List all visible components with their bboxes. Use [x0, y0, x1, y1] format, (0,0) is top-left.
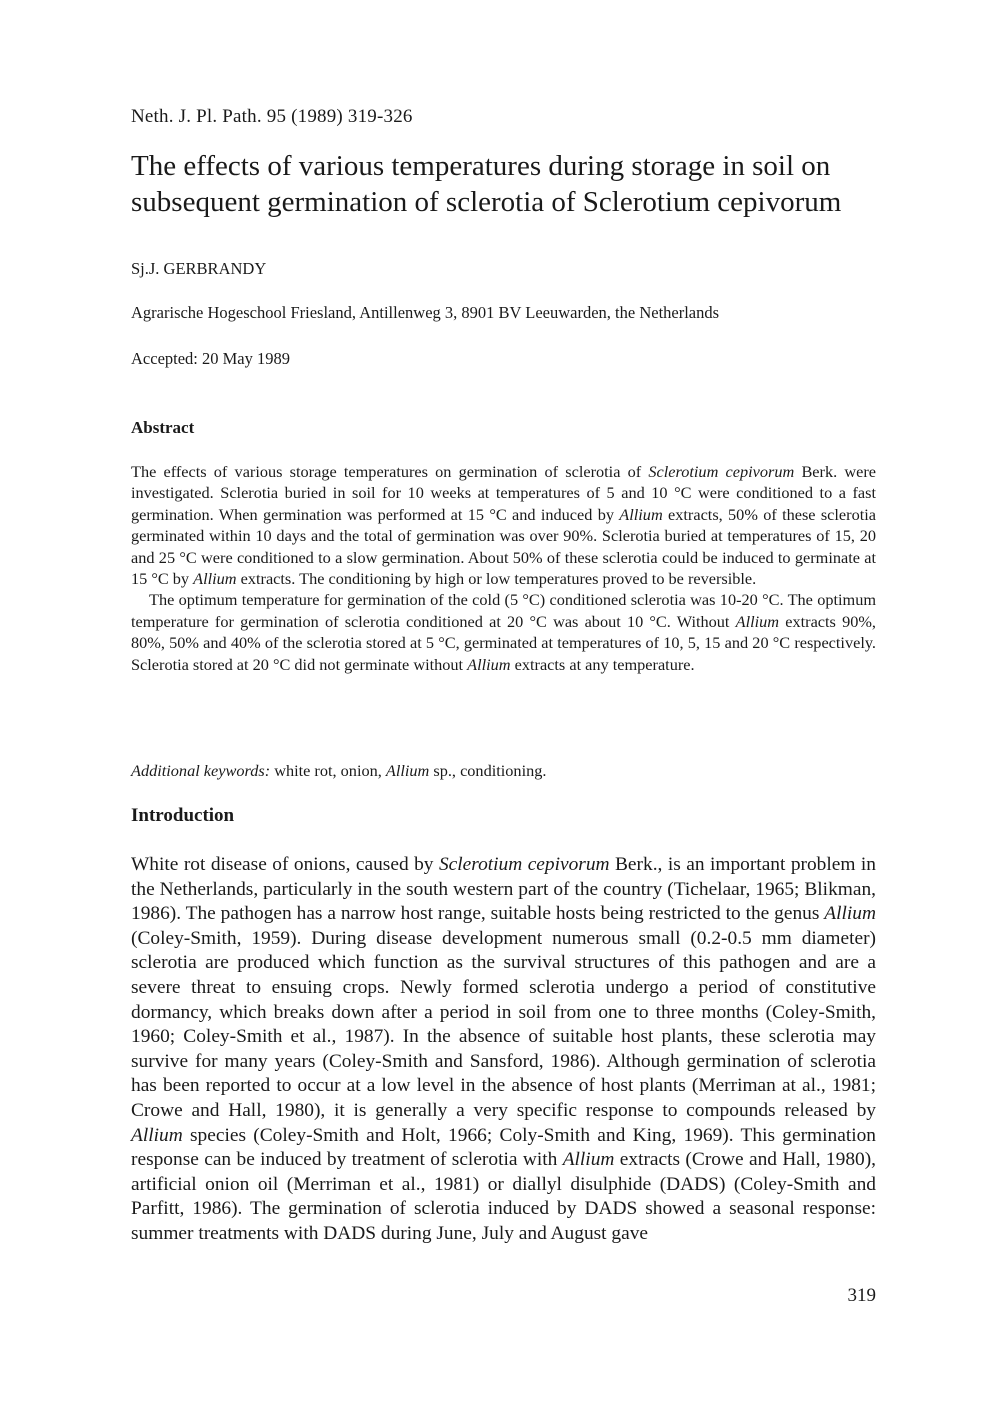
abstract-text: Berk. were investigated. Sclerotia buried in soil for 10 weeks at temperatures of 5 and 10 °C were conditioned to a fast germination. When germination was performed at 15 °C and induced by: [131, 462, 876, 524]
keywords-label: Additional keywords:: [131, 761, 271, 780]
genus-name: Allium: [467, 654, 511, 674]
page-number: 319: [847, 1285, 876, 1306]
accepted-date: Accepted: 20 May 1989: [131, 349, 290, 368]
introduction-heading: Introduction: [131, 805, 235, 826]
genus-name: Allium: [824, 903, 876, 925]
intro-text: species (Coley-Smith and Holt, 1966; Coly-Smith and King, 1969). This germination response can be induced by treatment of sclerotia with: [131, 1124, 876, 1171]
intro-text: White rot disease of onions, caused by: [131, 854, 439, 875]
abstract-text: extracts 90%, 80%, 50% and 40% of the sclerotia stored at 5 °C, germinated at temperatures of 10, 5, 15 and 20 °C respectively. Sclerotia stored at 20 °C did not germinate without: [131, 611, 876, 674]
abstract-text: extracts. The conditioning by high or low temperatures proved to be reversible.: [236, 569, 757, 589]
species-name: Sclerotium cepivorum: [438, 854, 610, 875]
author-affiliation: Agrarische Hogeschool Friesland, Antillenweg 3, 8901 BV Leeuwarden, the Netherlands: [131, 303, 720, 322]
introduction-paragraph: [131, 853, 876, 1247]
keywords-text: white rot, onion,: [270, 761, 386, 780]
author-name: Sj.J. GERBRANDY: [131, 259, 267, 278]
abstract-text: The effects of various storage temperatures on germination of sclerotia of: [131, 462, 649, 481]
abstract-text: The optimum temperature for germination of the cold (5 °C) conditioned sclerotia was 10-20 °C. The optimum temperature for germination of sclerotia conditioned at 20 °C was about 10 °C. Without: [131, 590, 876, 631]
keywords-text: sp., conditioning.: [429, 761, 547, 780]
genus-name: Allium: [619, 504, 663, 524]
abstract-text: extracts at any temperature.: [510, 654, 695, 674]
intro-text: (Coley-Smith, 1959). During disease development numerous small (0.2-0.5 mm diameter) sclerotia are produced which function as the survival structures of this pathogen and are a severe threat to ensuing crops. Newly formed sclerotia undergo a period of constitutive dormancy, which breaks down after a period in soil from one to three months (Coley-Smith, 1960; Coley-Smith et al., 1987). In the absence of suitable host plants, these sclerotia may survive for many years (Coley-Smith and Sansford, 1986). Although germination of sclerotia has been reported to occur at a low level in the absence of host plants (Merriman at al., 1981; Crowe and Hall, 1980), it is generally a very specific response to compounds released by: [131, 927, 876, 1121]
abstract-text: extracts, 50% of these sclerotia germinated within 10 days and the total of germination was over 90%. Sclerotia buried at temperatures of 15, 20 and 25 °C were conditioned to a slow germination. About 50% of these sclerotia could be induced to germinate at 15 °C by: [131, 504, 876, 589]
intro-text: Berk., is an important problem in the Netherlands, particularly in the south western part of the country (Tichelaar, 1965; Blikman, 1986). The pathogen has a narrow host range, suitable hosts being restricted to the genus: [131, 854, 876, 925]
intro-text: extracts (Crowe and Hall, 1980), artificial onion oil (Merriman et al., 1981) or diallyl disulphide (DADS) (Coley-Smith and Parfitt, 1986). The germination of sclerotia induced by DADS showed a seasonal response: summer treatments with DADS during June, July and August gave: [131, 1149, 877, 1244]
genus-name: Allium: [193, 569, 237, 589]
journal-reference: Neth. J. Pl. Path. 95 (1989) 319-326: [131, 106, 413, 127]
abstract-heading: Abstract: [131, 418, 195, 437]
additional-keywords: [131, 761, 546, 781]
abstract-paragraph-1: [131, 461, 876, 589]
genus-name: Allium: [131, 1124, 183, 1146]
genus-name: Allium: [735, 611, 780, 631]
abstract-paragraph-2: [131, 589, 876, 675]
genus-name: Allium: [385, 761, 430, 780]
species-name: Sclerotium cepivorum: [648, 462, 795, 481]
abstract-body: [131, 461, 876, 675]
genus-name: Allium: [562, 1149, 615, 1171]
article-title: The effects of various temperatures during storage in soil on subsequent germination of sclerotia of Sclerotium cepivorum: [131, 150, 842, 218]
